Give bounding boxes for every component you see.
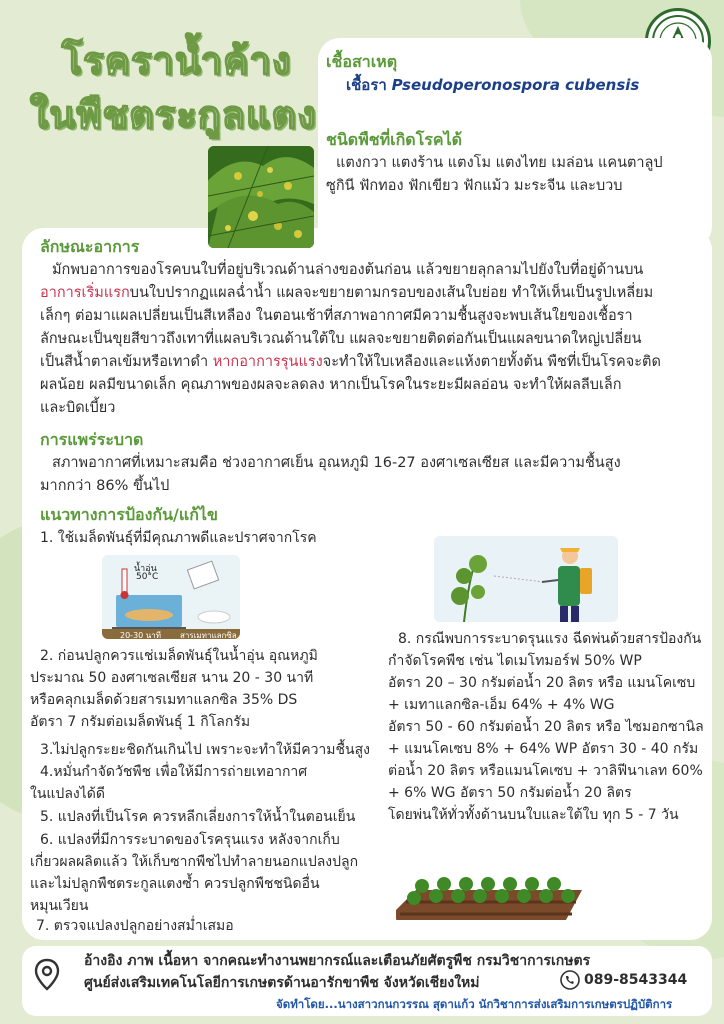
prevention-item-1: 1. ใช้เมล็ดพันธุ์ที่มีคุณภาพดีและปราศจากโรค: [40, 530, 317, 546]
hosts-line2: ซูกินี ฟักทอง ฟักเขียว ฟักแม้ว มะระจีน และบวบ: [326, 178, 623, 194]
footer-phone: 089-8543344: [584, 972, 688, 988]
illustration-temp-label: 50°C: [136, 572, 159, 582]
symptoms-line: ผลน้อย ผลมีขนาดเล็ก คุณภาพของผลจะลดลง หากเป็นโรคในระยะมีผลอ่อน จะทำให้ผลลีบเล็ก: [40, 377, 622, 393]
prevention-item-8: โดยพ่นให้ทั่วทั้งด้านบนใบและใต้ใบ ทุก 5 - 7 วัน: [388, 807, 679, 823]
location-pin-icon: [34, 958, 60, 996]
prevention-item-4: ในแปลงได้ดี: [30, 786, 105, 802]
symptoms-line: มักพบอาการของโรคบนใบที่อยู่บริเวณด้านล่างของต้นก่อน แล้วขยายลุกลามไปยังใบที่อยู่ด้านบน: [52, 262, 644, 278]
hosts-line1: แตงกวา แตงร้าน แตงโม แตงไทย เมล่อน แคนตาลูป: [336, 155, 663, 171]
symptoms-line: เล็กๆ ต่อมาแผลเปลี่ยนเป็นสีเหลือง ในตอนเช้าที่สภาพอากาศมีความชื้นสูงจะพบเส้นใยของเชื้อรา: [40, 308, 633, 324]
prevention-item-6: เกี่ยวผลผลิตแล้ว ให้เก็บซากพืชไปทำลายนอกแปลงปลูก: [30, 854, 359, 870]
prevention-item-4: 4.หมั่นกำจัดวัชพืช เพื่อให้มีการถ่ายเทอากาศ: [40, 764, 308, 780]
symptoms-line: [40, 351, 661, 374]
symptoms-text: บนใบปรากฏแผลฉ่ำน้ำ แผลจะขยายตามกรอบของเส้นใบย่อย ทำให้เห็นเป็นรูปเหลี่ยม: [129, 285, 654, 301]
prevention-item-2: หรือคลุกเมล็ดด้วยสารเมทาแลกซิล 35% DS: [30, 692, 298, 708]
illustration-time-label: 20-30 นาที: [120, 631, 162, 639]
prevention-item-8: ต่อน้ำ 20 ลิตร หรือแมนโคเซบ + วาลิฟีนาเลท 60%: [388, 763, 703, 779]
prevention-item-8: อัตรา 50 - 60 กรัมต่อน้ำ 20 ลิตร หรือ ไซมอกซานิล: [388, 719, 704, 735]
page-title-line2: ในพืชตระกูลแตง: [30, 92, 317, 137]
illustration-chem-label: สารเมทาแลกซิล: [180, 631, 237, 639]
prevention-item-6: และไม่ปลูกพืชตระกูลแตงซ้ำ ควรปลูกพืชชนิดอื่น: [30, 876, 320, 892]
farmer-spraying-illustration: [434, 536, 618, 622]
prevention-item-8: + เมทาแลกซิล-เอ็ม 64% + 4% WG: [388, 697, 615, 713]
cause-label: เชื้อรา: [346, 76, 387, 94]
hosts-heading: ชนิดพืชที่เกิดโรคได้: [326, 130, 463, 149]
symptoms-text: จะทำให้ใบเหลืองและแห้งตายทั้งต้น พืชที่เป็นโรคจะติด: [322, 354, 661, 370]
symptoms-line: ลักษณะเป็นขุยสีขาวถึงเทาที่แผลบริเวณด้านใต้ใบ แผลจะขยายติดต่อกันเป็นแผลขนาดใหญ่เปลี่ยน: [40, 331, 642, 347]
cause-heading: เชื้อสาเหตุ: [326, 52, 398, 71]
prevention-item-5: 5. แปลงที่เป็นโรค ควรหลีกเลี่ยงการให้น้ำในตอนเย็น: [40, 809, 356, 825]
footer-center: ศูนย์ส่งเสริมเทคโนโลยีการเกษตรด้านอารักขาพืช จังหวัดเชียงใหม่: [84, 975, 480, 991]
diseased-leaf-photo: [208, 146, 314, 248]
crop-field-illustration: [396, 850, 582, 924]
prevention-item-8: อัตรา 20 – 30 กรัมต่อน้ำ 20 ลิตร หรือ แมนโคเซบ: [388, 675, 696, 691]
prevention-heading: แนวทางการป้องกัน/แก้ไข: [40, 505, 218, 524]
spread-line: มากกว่า 86% ขึ้นไป: [40, 478, 170, 494]
prevention-item-3: 3.ไม่ปลูกระยะชิดกันเกินไป เพราะจะทำให้มีความชื้นสูง: [40, 742, 370, 758]
prevention-item-8: + แมนโคเซบ 8% + 64% WP อัตรา 30 - 40 กรัม: [388, 741, 699, 757]
prevention-item-6: 6. แปลงที่มีการระบาดของโรครุนแรง หลังจากเก็บ: [40, 832, 340, 848]
symptoms-heading: ลักษณะอาการ: [40, 237, 140, 256]
illustration-water-label: น้ำอุ่น: [134, 564, 157, 574]
cause-species: Pseudoperonospora cubensis: [391, 76, 640, 94]
symptoms-emphasis: หากอาการรุนแรง: [212, 354, 323, 370]
cause-text: [346, 74, 639, 97]
prevention-item-2: อัตรา 7 กรัมต่อเมล็ดพันธุ์ 1 กิโลกรัม: [30, 714, 251, 730]
prevention-item-6: หมุนเวียน: [30, 898, 89, 914]
footer-author: จัดทำโดย...นางสาวกนกวรรณ สุดาแก้ว นักวิชาการส่งเสริมการเกษตรปฏิบัติการ: [276, 997, 673, 1011]
spread-heading: การแพร่ระบาด: [40, 430, 144, 449]
symptoms-line: [40, 282, 653, 305]
symptoms-text: เป็นสีน้ำตาลเข้มหรือเทาดำ: [40, 354, 213, 370]
footer-reference: อ้างอิง ภาพ เนื้อหา จากคณะทำงานพยากรณ์และเตือนภัยศัตรูพืช กรมวิชาการเกษตร: [84, 953, 591, 969]
prevention-item-2: ประมาณ 50 องศาเซลเซียส นาน 20 - 30 นาที: [30, 670, 314, 686]
phone-icon: [560, 970, 580, 994]
prevention-item-2: 2. ก่อนปลูกควรแช่เมล็ดพันธุ์ในน้ำอุ่น อุณหภูมิ: [40, 648, 318, 664]
symptoms-emphasis: อาการเริ่มแรก: [40, 285, 130, 301]
seed-soak-illustration: [102, 555, 240, 639]
symptoms-line: และบิดเบี้ยว: [40, 400, 116, 416]
spread-line: สภาพอากาศที่เหมาะสมคือ ช่วงอากาศเย็น อุณหภูมิ 16-27 องศาเซลเซียส และมีความชื้นสูง: [52, 455, 621, 471]
page-title-line1: โรคราน้ำค้าง: [62, 38, 292, 83]
prevention-item-7: 7. ตรวจแปลงปลูกอย่างสม่ำเสมอ: [36, 918, 234, 934]
prevention-item-8: กำจัดโรคพืช เช่น ไดเมโทมอร์ฟ 50% WP: [388, 653, 642, 669]
prevention-item-8: + 6% WG อัตรา 50 กรัมต่อน้ำ 20 ลิตร: [388, 785, 632, 801]
prevention-item-8: 8. กรณีพบการระบาดรุนแรง ฉีดพ่นด้วยสารป้องกัน: [398, 631, 702, 647]
